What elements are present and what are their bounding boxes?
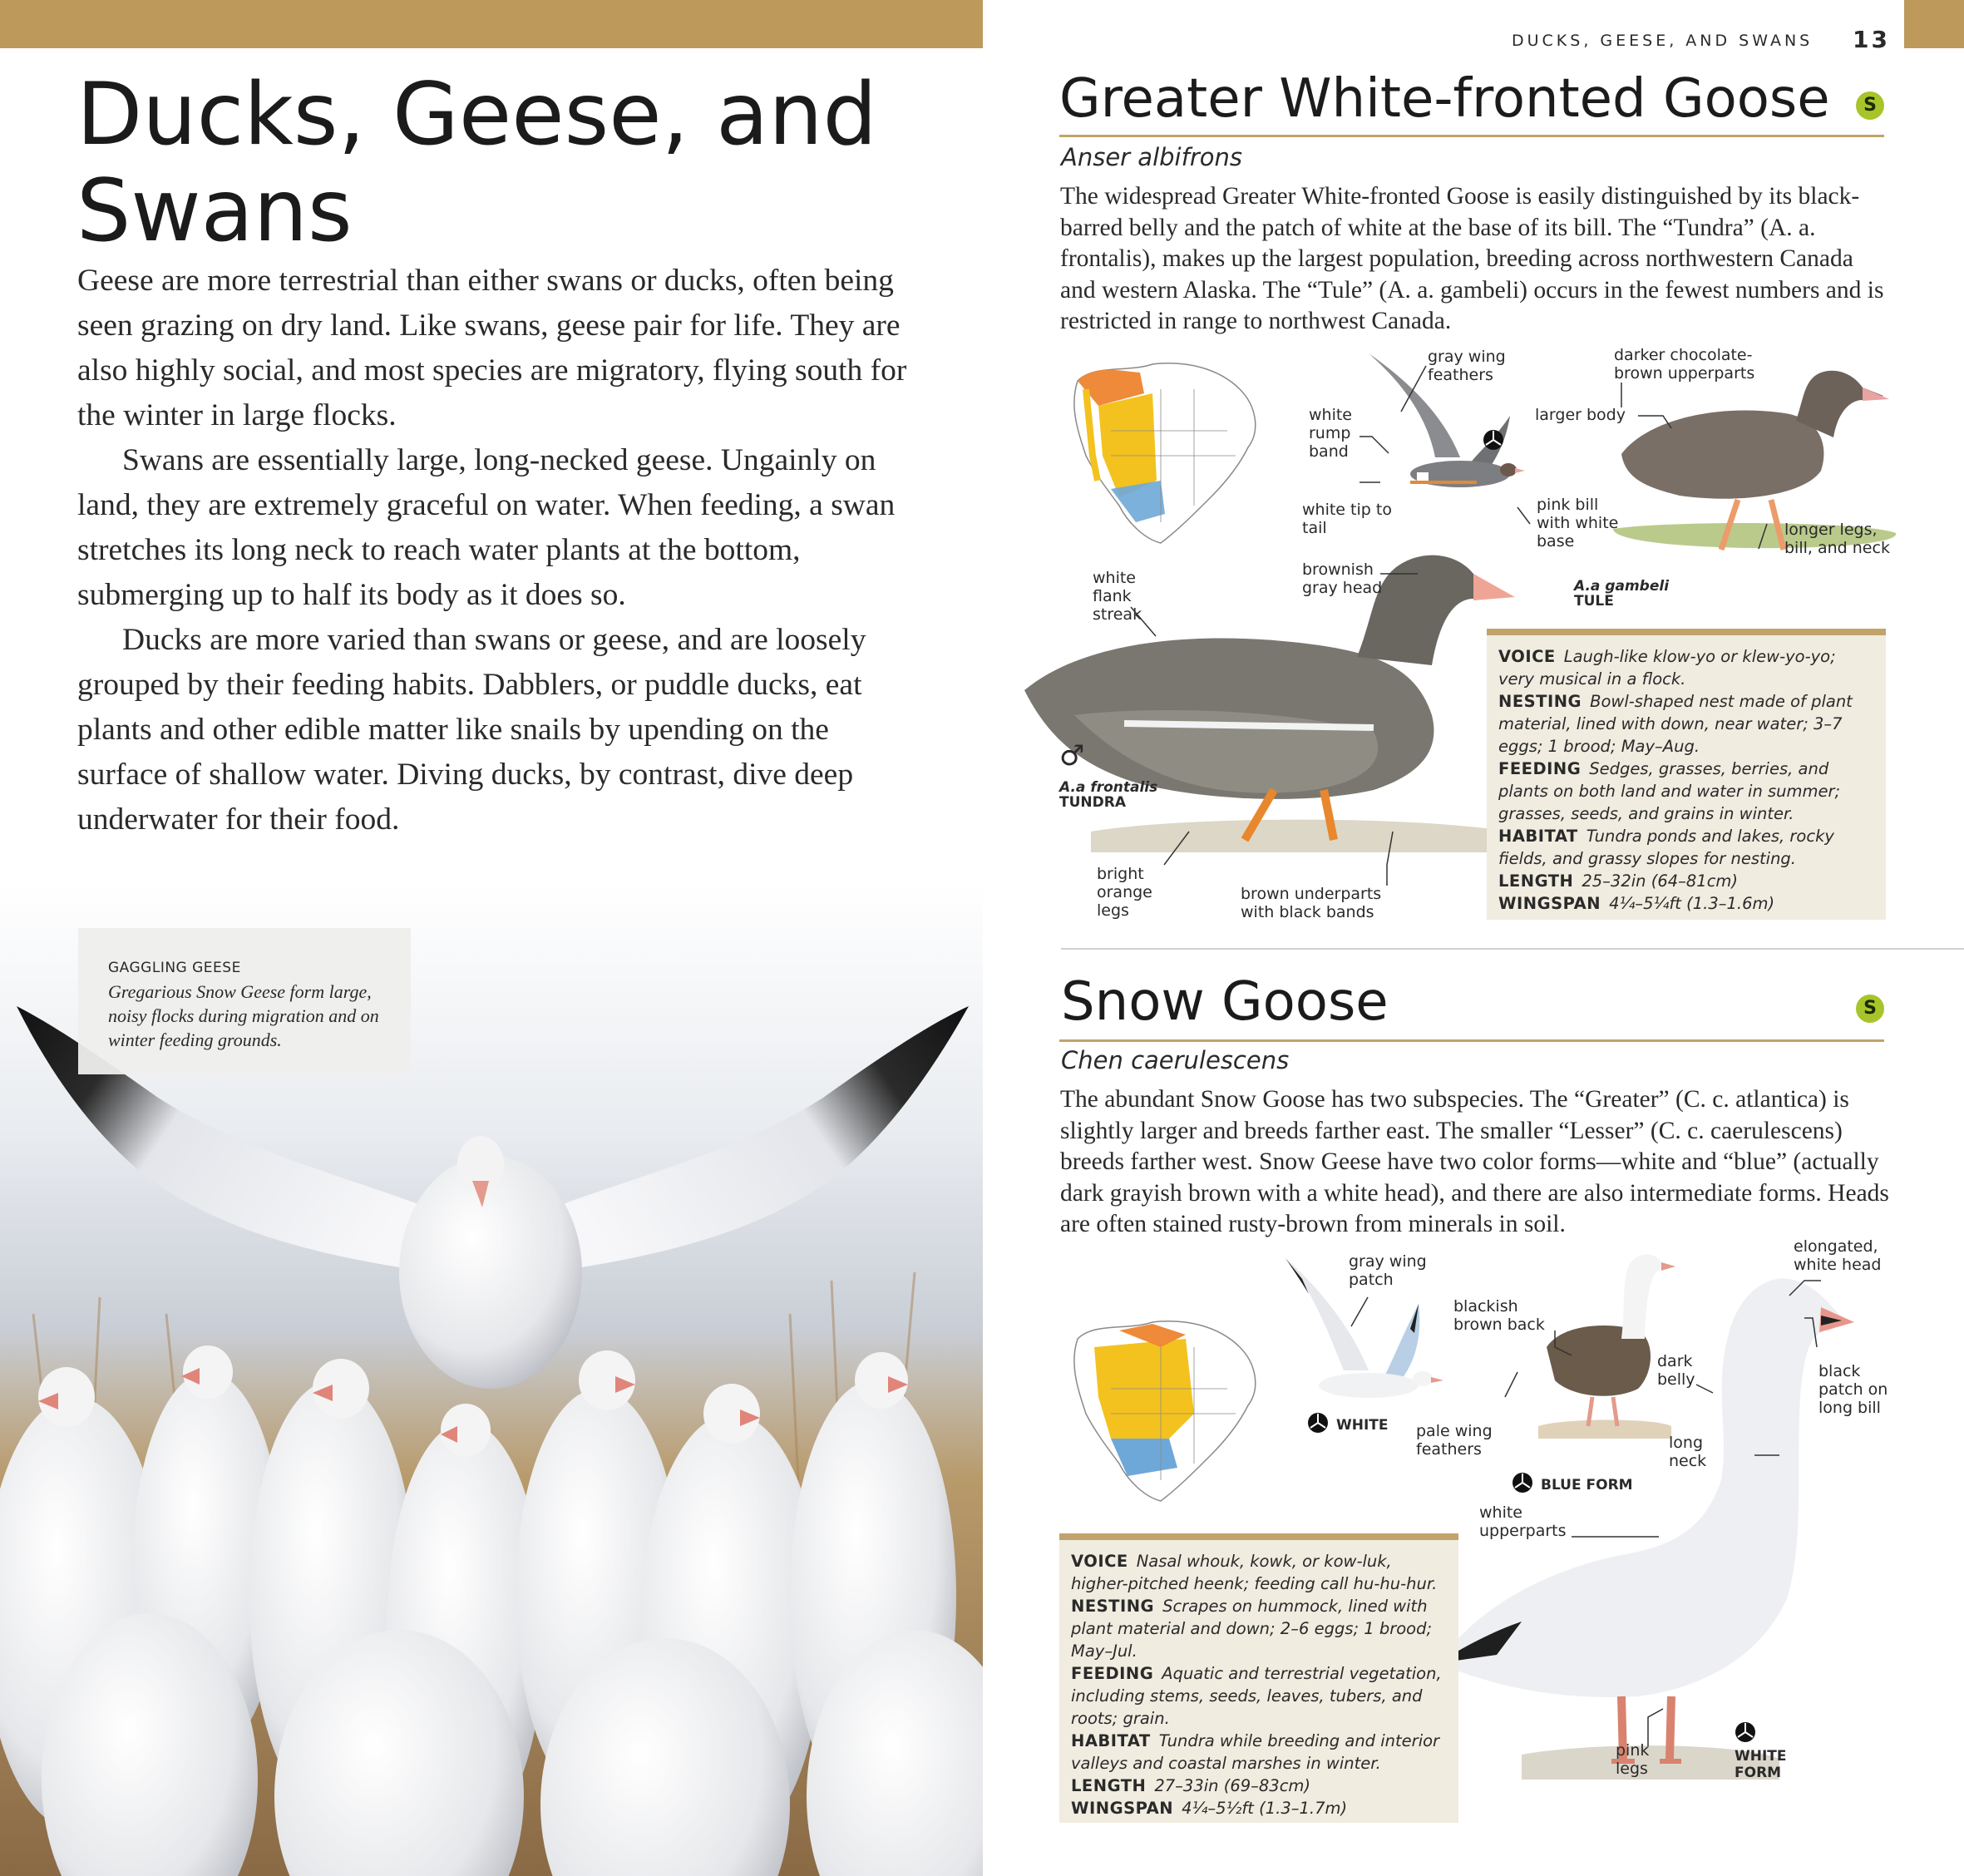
label-darker-upperparts: darker chocolate-brown upperparts (1614, 346, 1755, 383)
label-pink-legs: pink legs (1616, 1741, 1650, 1778)
label-tundra: TUNDRA (1059, 794, 1126, 811)
species-divider (1061, 948, 1964, 950)
label-tule: TULE (1574, 593, 1614, 610)
fact-wingspan: WINGSPAN 4¼–5½ft (1.3–1.7m) (1071, 1799, 1348, 1818)
fact-habitat: HABITAT Tundra while breeding and interior valleys and coastal marshes in winter. (1071, 1731, 1440, 1773)
label-white-flank-streak: white flank streak (1093, 569, 1142, 624)
plumage-symbol-icon (1307, 1412, 1329, 1434)
label-gray-wing-patch: gray wing patch (1349, 1252, 1427, 1289)
species-description: The widespread Greater White-fronted Goose is easily distinguished by its black-barred belly and the patch of white at the base of its bill. The “Tundra” (A. a. frontalis), makes up the largest population, breeding across northwestern Canada and western Alaska. The “Tule” (A. a. gambeli) occurs in the fewest numbers and is restricted in range to northwest Canada. (1060, 183, 1884, 334)
fact-habitat: HABITAT Tundra ponds and lakes, rocky fields, and grassy slopes for nesting. (1498, 827, 1834, 868)
latin-name: Chen caerulescens (1061, 1046, 1290, 1074)
chapter-intro (77, 259, 909, 842)
label-white-form: WHITE FORM (1735, 1748, 1787, 1781)
page-number: 13 (1853, 26, 1890, 53)
label-tundra-subspecies: A.a frontalis (1059, 779, 1158, 796)
intro-paragraph: Swans are essentially large, long-necked geese. Ungainly on land, they are extremely graceful on water. When feeding, a swan stretches its long neck to reach water plants at the bottom, submerging up to half its body as it does so. (77, 443, 896, 612)
fact-feeding: FEEDING Aquatic and terrestrial vegetation, including stems, seeds, leaves, tubers, and roots; grain. (1071, 1664, 1442, 1728)
chapter-title: Ducks, Geese, and Swans (76, 65, 877, 261)
label-blue-form: BLUE FORM (1541, 1477, 1633, 1493)
fact-length: LENGTH 27–33in (69–83cm) (1071, 1776, 1311, 1795)
label-dark-belly: dark belly (1657, 1352, 1695, 1389)
intro-paragraph: Geese are more terrestrial than either swans or ducks, often being seen grazing on dry land. Like swans, geese pair for life. They are also highly social, and most species are migratory, flying south for the winter in large flocks. (77, 264, 907, 432)
title-rule (1059, 135, 1884, 137)
species-title: Greater White-fronted Goose (1059, 68, 1830, 130)
plumage-symbol-icon (1512, 1472, 1533, 1493)
latin-name: Anser albifrons (1061, 143, 1242, 171)
label-tule-subspecies: A.a gambeli (1574, 578, 1670, 595)
fact-length: LENGTH 25–32in (64–81cm) (1498, 871, 1739, 891)
male-symbol: ♂ (1059, 739, 1085, 773)
label-pale-wing-feathers: pale wing feathers (1416, 1422, 1493, 1459)
label-larger-body: larger body (1535, 406, 1626, 424)
label-brown-underparts: brown underparts with black bands (1241, 885, 1382, 921)
plumage-symbol-icon (1735, 1721, 1756, 1743)
label-gray-wing-feathers: gray wing feathers (1428, 348, 1506, 384)
label-bright-orange-legs: bright orange legs (1097, 865, 1152, 920)
running-head: DUCKS, GEESE, AND SWANS (1512, 32, 1813, 50)
species-facts-box (1059, 1533, 1458, 1823)
label-long-neck: long neck (1669, 1434, 1707, 1470)
label-blackish-brown-back: blackish brown back (1453, 1297, 1545, 1334)
label-black-patch-on-bill: black patch on long bill (1818, 1362, 1888, 1417)
title-rule (1059, 1039, 1884, 1042)
label-pink-bill: pink bill with white base (1537, 496, 1619, 550)
species-description: The abundant Snow Goose has two subspecies. The “Greater” (C. c. atlantica) is slightly larger and breeds farther east. The smaller “Lesser” (C. c. caerulescens) breeds farther west. Snow Geese have two color forms—white and “blue” (actually dark grayish brown with a white head), and there are also intermediate forms. Heads are often stained rusty-brown from minerals in soil. (1060, 1086, 1889, 1237)
left-page-header-bar (0, 0, 983, 48)
label-brownish-gray-head: brownish gray head (1302, 560, 1383, 597)
status-badge: S (1856, 995, 1884, 1023)
fact-wingspan: WINGSPAN 4¼–5¼ft (1.3–1.6m) (1498, 894, 1775, 913)
plumage-symbol-icon (1483, 429, 1504, 451)
intro-paragraph: Ducks are more varied than swans or geese, and are loosely grouped by their feeding habits. Dabblers, or puddle ducks, eat plants and other edible matter like snails by upending on the surface of shallow water. Diving ducks, by contrast, dive deep underwater for their food. (77, 623, 866, 837)
fact-nesting: NESTING Scrapes on hummock, lined with plant material and down; 2–6 eggs; 1 brood; May–Jul. (1071, 1597, 1433, 1661)
status-badge: S (1856, 91, 1884, 120)
label-white: WHITE (1336, 1417, 1389, 1434)
label-white-tip-to-tail: white tip to tail (1302, 501, 1392, 537)
fact-voice: VOICE Nasal whouk, kowk, or kow-luk, higher-pitched heenk; feeding call hu-hu-hur. (1071, 1552, 1438, 1593)
fact-voice: VOICE Laugh-like klow-yo or klew-yo-yo; very musical in a flock. (1498, 647, 1836, 689)
species-title: Snow Goose (1061, 971, 1389, 1033)
caption-heading: GAGGLING GEESE (108, 960, 241, 976)
fact-nesting: NESTING Bowl-shaped nest made of plant material, lined with down, near water; 3–7 eggs; 1 brood; May–Aug. (1498, 692, 1853, 756)
species-facts-box (1487, 629, 1886, 920)
fact-feeding: FEEDING Sedges, grasses, berries, and plants on both land and water in summer; grasses, seeds, and grains in winter. (1498, 759, 1841, 823)
label-longer-legs: longer legs, bill, and neck (1784, 521, 1890, 557)
label-white-rump-band: white rump band (1309, 406, 1352, 461)
label-white-upperparts: white upperparts (1479, 1503, 1567, 1540)
label-elongated-white-head: elongated, white head (1794, 1237, 1882, 1274)
right-page-corner-tab (1904, 0, 1964, 48)
caption-text: Gregarious Snow Geese form large, noisy flocks during migration and on winter feeding grounds. (108, 981, 379, 1050)
